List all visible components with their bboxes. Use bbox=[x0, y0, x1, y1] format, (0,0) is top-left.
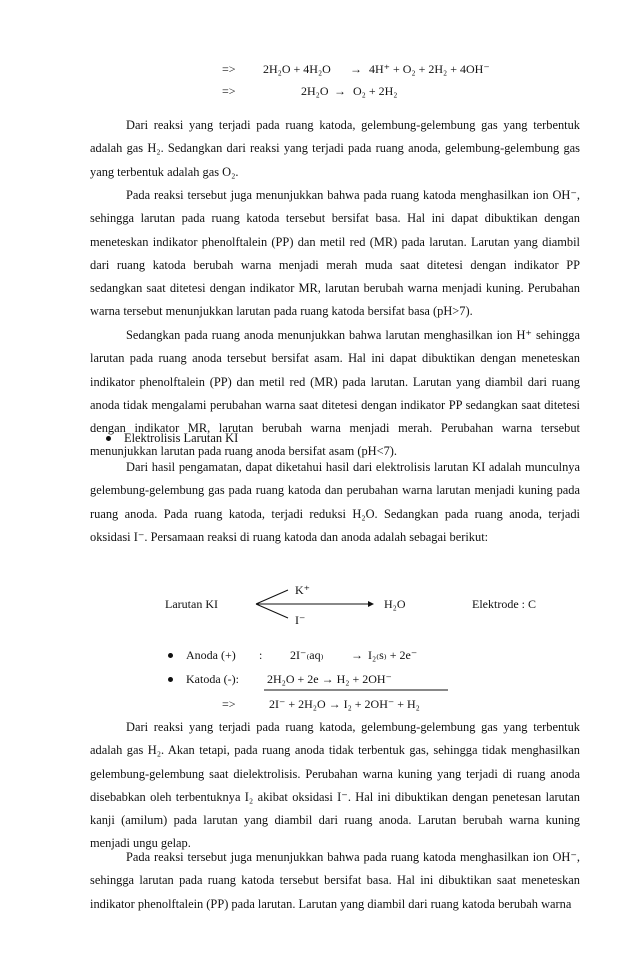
diagram-ion-bottom: I⁻ bbox=[295, 613, 306, 627]
bullet-icon bbox=[168, 653, 173, 658]
arrow-to-k bbox=[256, 590, 288, 604]
overall-arrow: => bbox=[222, 697, 236, 711]
diagram-product: H₂O bbox=[384, 597, 406, 611]
anode-rhs: I₂₍s₎ + 2e⁻ bbox=[368, 648, 418, 662]
equation-2-arrow: => bbox=[222, 84, 236, 98]
bullet-icon bbox=[168, 677, 173, 682]
anode-reaction bbox=[186, 648, 417, 663]
equation-2-lhs: 2H₂O bbox=[301, 84, 329, 98]
reaction-arrow-icon: → bbox=[334, 84, 346, 98]
diagram-ion-top: K⁺ bbox=[295, 583, 310, 597]
reaction-arrow-icon: → bbox=[351, 648, 363, 662]
anode-sep: : bbox=[259, 648, 263, 662]
overall-equation: 2I⁻ + 2H₂O → I₂ + 2OH⁻ + H₂ bbox=[269, 697, 420, 711]
section-heading-text: Elektrolisis Larutan KI bbox=[124, 431, 239, 445]
equation-1-rhs: 4H⁺ + O₂ + 2H₂ + 4OH⁻ bbox=[369, 62, 490, 76]
equation-2-rhs: O₂ + 2H₂ bbox=[353, 84, 398, 98]
paragraph-5: Dari reaksi yang terjadi pada ruang katoda, gelembung-gelembung gas yang terbentuk adalah gas H₂. Akan tetapi, pada ruang anoda tidak terbentuk gas, sehingga tidak menghasilkan gelembung-gelembung saat dielektrolisis. Perubahan warna kuning yang terjadi di ruang anoda disebabkan oleh terbentuknya I₂ akibat oksidasi I⁻. Hal ini dibuktikan dengan penetesan larutan kanji (amilum) pada larutan yang diambil dari ruang anoda. Larutan berubah warna kuning menjadi ungu gelap. bbox=[90, 720, 580, 851]
diagram-electrode: Elektrode : C bbox=[472, 597, 536, 611]
cathode-reaction bbox=[186, 672, 392, 687]
cathode-equation: 2H₂O + 2e → H₂ + 2OH⁻ bbox=[267, 672, 392, 686]
arrow-to-i bbox=[256, 604, 288, 618]
overall-reaction bbox=[222, 697, 420, 712]
paragraph-1: Dari reaksi yang terjadi pada ruang katoda, gelembung-gelembung gas yang terbentuk adalah gas H₂. Sedangkan dari reaksi yang terjadi pada ruang anoda, gelembung-gelembung gas yang terbentuk adalah gas O₂. bbox=[90, 118, 580, 179]
equation-1-arrow: => bbox=[222, 62, 236, 76]
paragraph-4: Dari hasil pengamatan, dapat diketahui hasil dari elektrolisis larutan KI adalah munculnya gelembung-gelembung gas pada ruang katoda dan perubahan warna larutan menjadi kuning pada ruang anoda. Pada ruang katoda, terjadi reduksi H₂O. Sedangkan pada ruang anoda, terjadi oksidasi I⁻. Persamaan reaksi di ruang katoda dan anoda adalah sebagai berikut: bbox=[90, 460, 580, 544]
reaction-arrow-icon: → bbox=[350, 62, 362, 76]
diagram-solution: Larutan KI bbox=[165, 597, 218, 611]
paragraph-2: Pada reaksi tersebut juga menunjukkan bahwa pada ruang katoda menghasilkan ion OH⁻, sehingga larutan pada ruang katoda tersebut bersifat basa. Hal ini dapat dibuktikan dengan meneteskan indikator phenolftalein (PP) dan metil red (MR) pada larutan. Larutan yang diambil dari ruang katoda berubah warna menjadi merah muda saat ditetesi dengan indikator PP sedangkan saat ditetesi dengan indikator MR, larutan berubah warna menjadi kuning. Perubahan warna tersebut menunjukkan larutan pada ruang katoda bersifat basa (pH>7). bbox=[90, 188, 580, 319]
cathode-label: Katoda (-): bbox=[186, 672, 239, 686]
equation-1-lhs: 2H₂O + 4H₂O bbox=[263, 62, 331, 76]
arrowhead-h2o bbox=[368, 601, 374, 607]
paragraph-6: Pada reaksi tersebut juga menunjukkan bahwa pada ruang katoda menghasilkan ion OH⁻, sehingga larutan pada ruang katoda tersebut bersifat basa. Hal ini dibuktikan saat meneteskan indikator phenolftalein (PP) pada larutan. Larutan yang diambil dari ruang katoda berubah warna bbox=[90, 850, 580, 911]
paragraph-3: Sedangkan pada ruang anoda menunjukkan bahwa larutan menghasilkan ion H⁺ sehingga larutan pada ruang anoda tersebut bersifat asam. Hal ini dapat dibuktikan dengan meneteskan indikator phenolftalein (PP) dan metil red (MR) pada larutan. Larutan yang diambil dari ruang anoda tidak mengalami perubahan warna saat ditetesi dengan indikator PP sedangkan saat ditetesi dengan indikator MR, larutan berubah warna menjadi merah. Perubahan warna tersebut menunjukkan larutan pada ruang anoda bersifat asam (pH<7). bbox=[90, 328, 580, 459]
anode-lhs: 2I⁻₍aq₎ bbox=[290, 648, 324, 662]
anode-label: Anoda (+) bbox=[186, 648, 236, 662]
